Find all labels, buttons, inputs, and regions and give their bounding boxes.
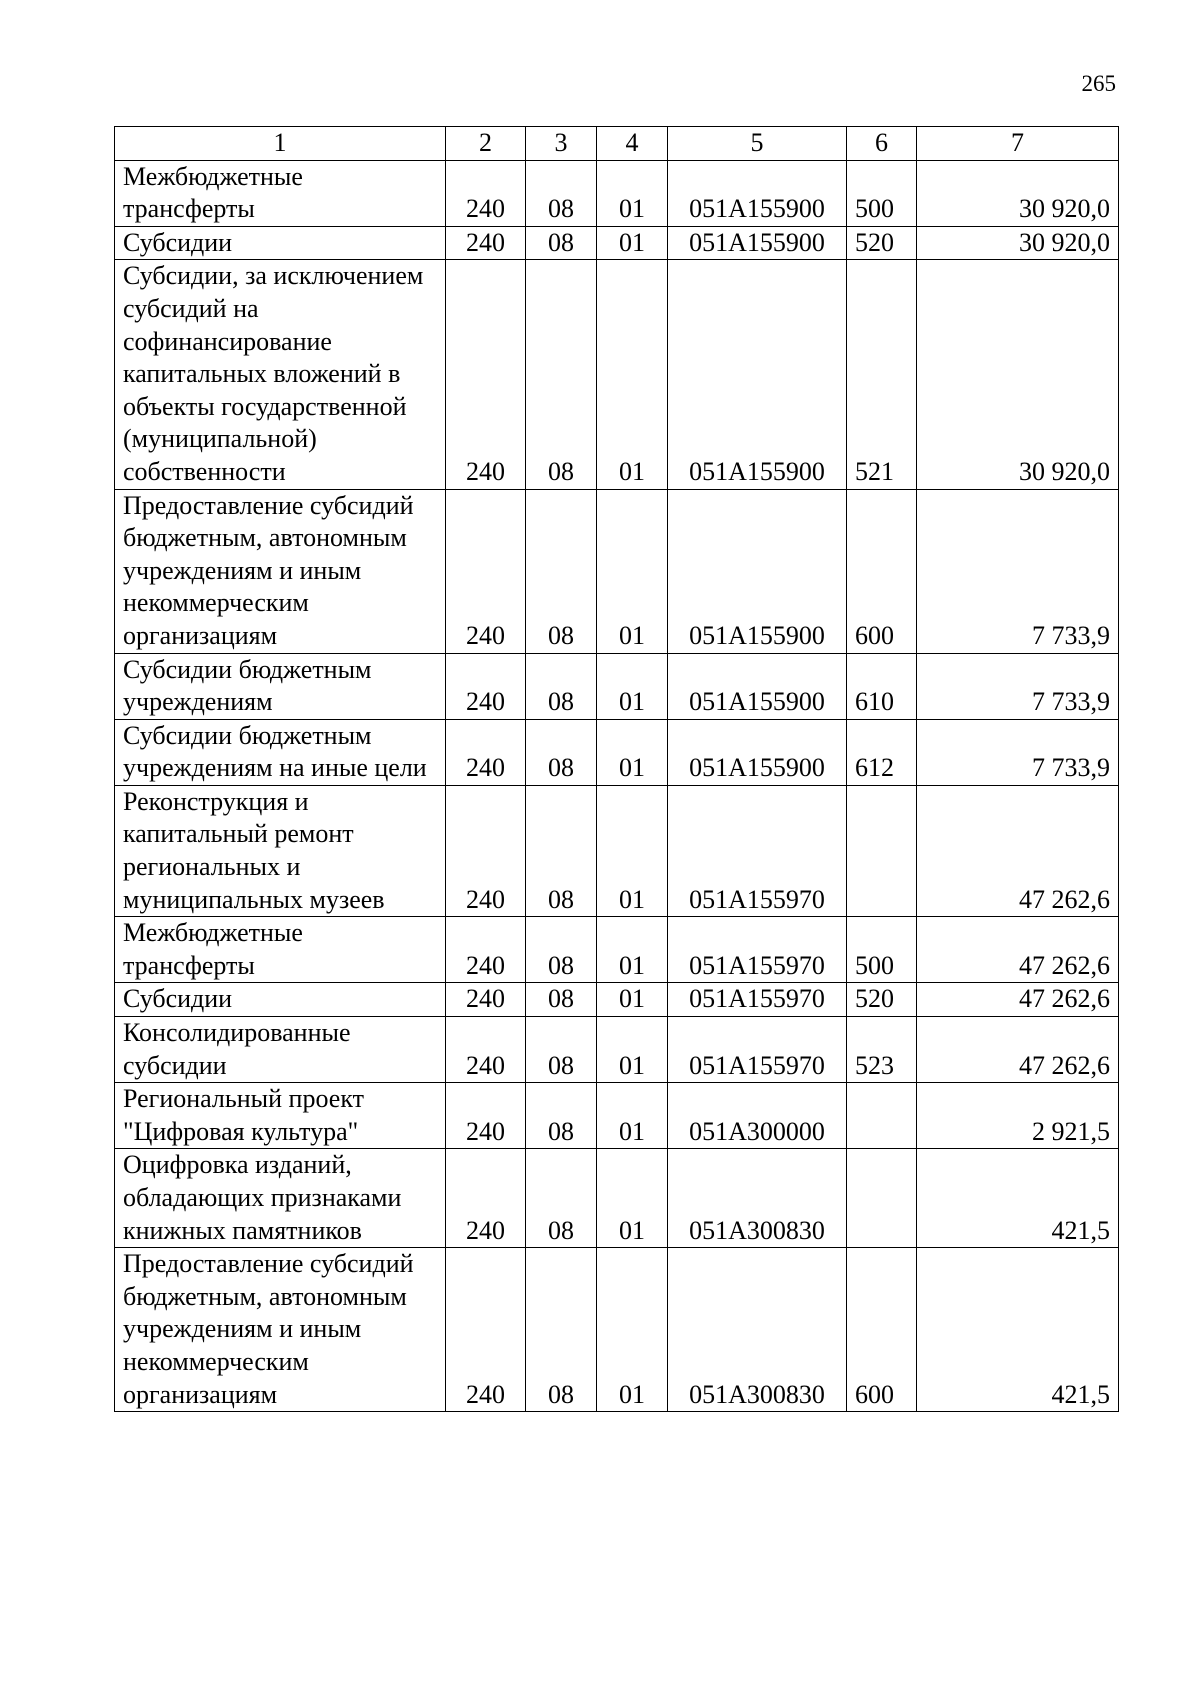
row-cell-5: 051A155970 — [668, 917, 847, 983]
table-row — [115, 1083, 1119, 1149]
row-cell-3: 08 — [526, 489, 597, 653]
row-cell-3: 08 — [526, 983, 597, 1017]
row-cell-6 — [847, 1083, 917, 1149]
page-number: 265 — [1081, 71, 1116, 96]
row-cell-7: 421,5 — [917, 1149, 1119, 1248]
row-name-cell: Межбюджетные трансферты — [115, 917, 446, 983]
row-cell-6: 600 — [847, 489, 917, 653]
row-cell-4: 01 — [597, 226, 668, 260]
header-cell: 6 — [847, 127, 917, 161]
row-cell-4: 01 — [597, 489, 668, 653]
row-cell-4: 01 — [597, 1083, 668, 1149]
row-cell-6: 520 — [847, 226, 917, 260]
row-cell-6 — [847, 1149, 917, 1248]
row-name-cell: Субсидии — [115, 226, 446, 260]
row-name-cell: Предоставление субсидий бюджетным, автономным учреждениям и иным некоммерческим организациям — [115, 1248, 446, 1412]
row-cell-7: 47 262,6 — [917, 1017, 1119, 1083]
row-cell-5: 051A155900 — [668, 226, 847, 260]
row-cell-2: 240 — [446, 1149, 526, 1248]
row-cell-2: 240 — [446, 160, 526, 226]
row-cell-5: 051A155900 — [668, 260, 847, 489]
row-cell-3: 08 — [526, 1017, 597, 1083]
table-row — [115, 160, 1119, 226]
row-cell-6: 500 — [847, 917, 917, 983]
table-header-row — [115, 127, 1119, 161]
row-cell-4: 01 — [597, 785, 668, 916]
row-cell-6: 523 — [847, 1017, 917, 1083]
row-cell-2: 240 — [446, 1083, 526, 1149]
row-cell-3: 08 — [526, 719, 597, 785]
table-body — [115, 127, 1119, 1412]
row-name-cell: Субсидии — [115, 983, 446, 1017]
row-cell-5: 051A155970 — [668, 1017, 847, 1083]
row-cell-2: 240 — [446, 226, 526, 260]
row-cell-3: 08 — [526, 917, 597, 983]
row-cell-6: 500 — [847, 160, 917, 226]
row-cell-5: 051A155900 — [668, 160, 847, 226]
row-cell-2: 240 — [446, 917, 526, 983]
row-cell-2: 240 — [446, 719, 526, 785]
row-cell-5: 051A155970 — [668, 785, 847, 916]
row-cell-5: 051A300830 — [668, 1149, 847, 1248]
row-cell-2: 240 — [446, 983, 526, 1017]
row-cell-2: 240 — [446, 489, 526, 653]
row-cell-6: 520 — [847, 983, 917, 1017]
row-cell-2: 240 — [446, 785, 526, 916]
row-name-cell: Оцифровка изданий, обладающих признаками книжных памятников — [115, 1149, 446, 1248]
row-cell-5: 051A155900 — [668, 489, 847, 653]
row-cell-6: 612 — [847, 719, 917, 785]
row-cell-4: 01 — [597, 917, 668, 983]
row-cell-7: 47 262,6 — [917, 785, 1119, 916]
row-cell-4: 01 — [597, 260, 668, 489]
row-cell-7: 47 262,6 — [917, 917, 1119, 983]
row-name-cell: Консолидированные субсидии — [115, 1017, 446, 1083]
row-name-cell: Субсидии бюджетным учреждениям на иные цели — [115, 719, 446, 785]
header-cell: 7 — [917, 127, 1119, 161]
row-cell-7: 30 920,0 — [917, 260, 1119, 489]
table-row — [115, 983, 1119, 1017]
row-cell-7: 30 920,0 — [917, 226, 1119, 260]
header-cell: 5 — [668, 127, 847, 161]
table-row — [115, 719, 1119, 785]
row-cell-4: 01 — [597, 719, 668, 785]
row-cell-6: 610 — [847, 653, 917, 719]
row-cell-2: 240 — [446, 1017, 526, 1083]
row-name-cell: Субсидии бюджетным учреждениям — [115, 653, 446, 719]
budget-table — [114, 126, 1119, 1412]
table-row — [115, 1017, 1119, 1083]
table-row — [115, 1149, 1119, 1248]
header-cell: 4 — [597, 127, 668, 161]
table-row — [115, 489, 1119, 653]
row-cell-7: 7 733,9 — [917, 489, 1119, 653]
row-cell-7: 2 921,5 — [917, 1083, 1119, 1149]
row-name-cell: Региональный проект "Цифровая культура" — [115, 1083, 446, 1149]
row-cell-5: 051A155900 — [668, 719, 847, 785]
row-cell-4: 01 — [597, 1149, 668, 1248]
row-cell-5: 051A300830 — [668, 1248, 847, 1412]
row-name-cell: Предоставление субсидий бюджетным, автономным учреждениям и иным некоммерческим организациям — [115, 489, 446, 653]
row-cell-3: 08 — [526, 653, 597, 719]
row-cell-5: 051A300000 — [668, 1083, 847, 1149]
row-cell-2: 240 — [446, 1248, 526, 1412]
row-cell-5: 051A155900 — [668, 653, 847, 719]
row-cell-4: 01 — [597, 160, 668, 226]
row-cell-3: 08 — [526, 1248, 597, 1412]
header-cell: 3 — [526, 127, 597, 161]
header-cell: 2 — [446, 127, 526, 161]
row-name-cell: Межбюджетные трансферты — [115, 160, 446, 226]
row-cell-5: 051A155970 — [668, 983, 847, 1017]
row-cell-4: 01 — [597, 653, 668, 719]
row-cell-7: 7 733,9 — [917, 719, 1119, 785]
row-cell-3: 08 — [526, 1149, 597, 1248]
row-cell-4: 01 — [597, 1248, 668, 1412]
row-cell-6: 600 — [847, 1248, 917, 1412]
row-cell-3: 08 — [526, 160, 597, 226]
table-row — [115, 226, 1119, 260]
table-row — [115, 1248, 1119, 1412]
row-cell-7: 47 262,6 — [917, 983, 1119, 1017]
table-row — [115, 653, 1119, 719]
row-cell-3: 08 — [526, 226, 597, 260]
row-cell-6: 521 — [847, 260, 917, 489]
row-cell-3: 08 — [526, 1083, 597, 1149]
row-cell-7: 7 733,9 — [917, 653, 1119, 719]
table-row — [115, 917, 1119, 983]
row-cell-6 — [847, 785, 917, 916]
row-cell-2: 240 — [446, 260, 526, 489]
row-cell-4: 01 — [597, 983, 668, 1017]
row-cell-2: 240 — [446, 653, 526, 719]
row-cell-4: 01 — [597, 1017, 668, 1083]
row-name-cell: Реконструкция и капитальный ремонт региональных и муниципальных музеев — [115, 785, 446, 916]
row-cell-7: 421,5 — [917, 1248, 1119, 1412]
row-cell-3: 08 — [526, 260, 597, 489]
row-cell-7: 30 920,0 — [917, 160, 1119, 226]
row-cell-3: 08 — [526, 785, 597, 916]
row-name-cell: Субсидии, за исключением субсидий на софинансирование капитальных вложений в объекты государственной (муниципальной) собственности — [115, 260, 446, 489]
table-row — [115, 785, 1119, 916]
header-cell: 1 — [115, 127, 446, 161]
table-row — [115, 260, 1119, 489]
